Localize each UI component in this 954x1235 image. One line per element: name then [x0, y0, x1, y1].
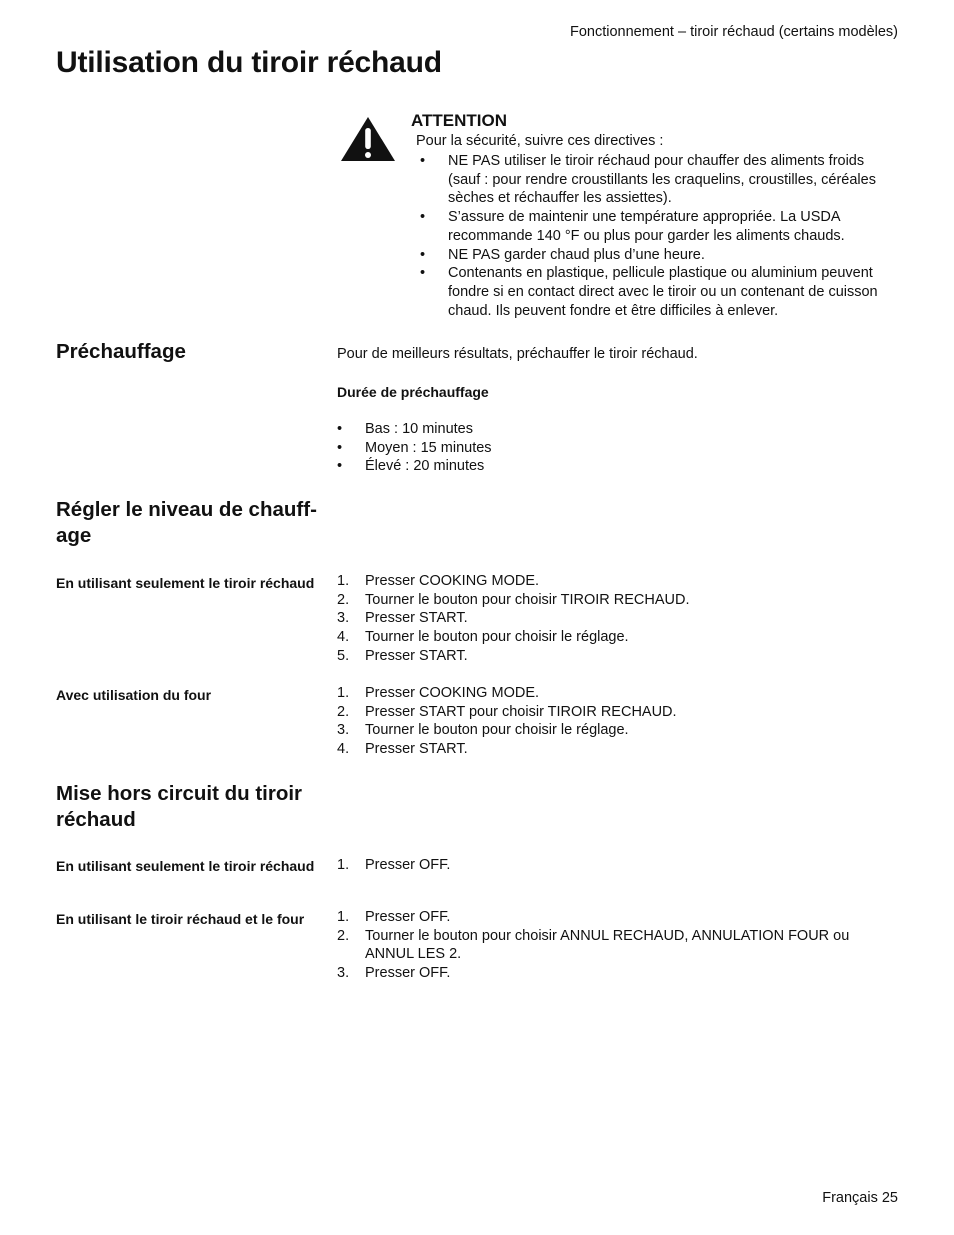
- prechauffage-subheading: Durée de préchauffage: [337, 384, 489, 400]
- step-item: 2. Tourner le bouton pour choisir TIROIR RECHAUD.: [337, 591, 690, 608]
- regler-group-label: En utilisant seulement le tiroir réchaud: [56, 575, 315, 591]
- step-item: 1. Presser OFF.: [337, 857, 451, 873]
- regler-heading: Régler le niveau de chauffage: [56, 498, 317, 547]
- warning-item: • S’assure de maintenir une température appropriée. La USDA recommande 140 °F ou plus pour garder les aliments chauds.: [416, 208, 898, 245]
- regler-steps-four: [337, 684, 897, 759]
- warning-intro: Pour la sécurité, suivre ces directives :: [416, 133, 664, 149]
- step-item: 3. Tourner le bouton pour choisir le réglage.: [337, 722, 629, 739]
- warning-item: • NE PAS utiliser le tiroir réchaud pour chauffer des aliments froids (sauf : pour rendre croustillants les craquelins, croustilles, céréales sèches et réchauffer les assiettes).: [416, 152, 898, 208]
- mise-group-label: En utilisant seulement le tiroir réchaud: [56, 858, 315, 874]
- regler-steps-tiroir: [337, 572, 897, 666]
- regler-group-label: Avec utilisation du four: [56, 687, 212, 703]
- mise-group-label: En utilisant le tiroir réchaud et le four: [56, 911, 305, 927]
- warning-item: • Contenants en plastique, pellicule plastique ou aluminium peuvent fondre si en contact direct avec le tiroir ou un contenant de cuisson chaud. Ils peuvent fondre et être difficiles à enlever.: [416, 264, 898, 320]
- warning-list: [416, 152, 898, 320]
- warning-item: • NE PAS garder chaud plus d’une heure.: [416, 246, 898, 265]
- step-item: 3. Presser OFF.: [337, 965, 451, 982]
- mise-steps-four: [337, 908, 897, 983]
- list-item: • Élevé : 20 minutes: [337, 457, 492, 476]
- step-item: 3. Presser START.: [337, 610, 468, 627]
- warning-title: ATTENTION: [411, 111, 508, 130]
- step-item: 2. Tourner le bouton pour choisir ANNUL RECHAUD, ANNULATION FOUR ou ANNUL LES 2.: [337, 927, 850, 963]
- prechauffage-intro: Pour de meilleurs résultats, préchauffer le tiroir réchaud.: [337, 346, 698, 362]
- step-item: 1. Presser COOKING MODE.: [337, 685, 540, 701]
- step-item: 1. Presser OFF.: [337, 909, 451, 925]
- prechauffage-list: [337, 420, 492, 476]
- warning-triangle-icon: [339, 115, 397, 163]
- page-footer: Français 25: [822, 1190, 898, 1206]
- prechauffage-heading: Préchauffage: [56, 340, 186, 363]
- page-title: Utilisation du tiroir réchaud: [56, 46, 442, 79]
- mise-steps-tiroir: [337, 856, 897, 875]
- step-item: 4. Tourner le bouton pour choisir le réglage.: [337, 629, 629, 646]
- step-item: 5. Presser START.: [337, 647, 468, 664]
- mise-heading: Mise hors circuit du tiroir réchaud: [56, 782, 303, 831]
- running-header: Fonctionnement – tiroir réchaud (certains modèles): [569, 24, 898, 40]
- list-item: • Moyen : 15 minutes: [337, 439, 492, 458]
- step-item: 2. Presser START pour choisir TIROIR RECHAUD.: [337, 703, 677, 720]
- list-item: • Bas : 10 minutes: [337, 420, 492, 439]
- step-item: 4. Presser START.: [337, 741, 468, 758]
- step-item: 1. Presser COOKING MODE.: [337, 573, 540, 589]
